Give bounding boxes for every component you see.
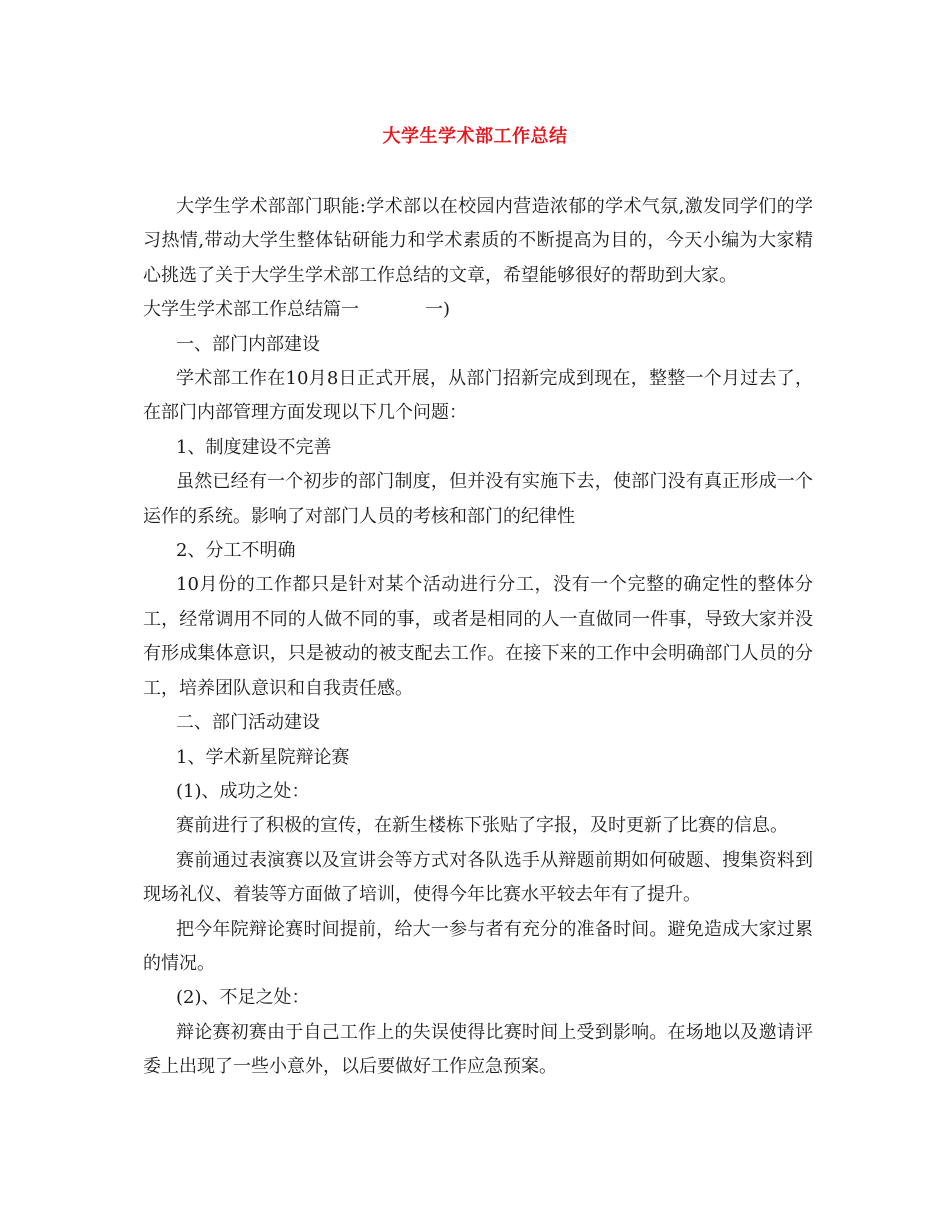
paragraph: 学术部工作在10月8日正式开展，从部门招新完成到现在，整整一个月过去了，在部门内部管理方面发现以下几个问题：	[143, 368, 813, 424]
paragraph: 10月份的工作都只是针对某个活动进行分工，没有一个完整的确定性的整体分工，经常调用不同的人做不同的事，或者是相同的人一直做同一件事，导致大家并没有形成集体意识，只是被动的被支配去工作。在接下来的工作中会明确部门人员的分工，培养团队意识和自我责任感。	[143, 574, 813, 699]
paragraph: 辩论赛初赛由于自己工作上的失误使得比赛时间上受到影响。在场地以及邀请评委上出现了一些小意外，以后要做好工作应急预案。	[143, 1021, 813, 1078]
heading-division-of-labor: 2、分工不明确	[176, 540, 296, 562]
intro-paragraph: 大学生学术部部门职能:学术部以在校园内营造浓郁的学术气氛,激发同学们的学习热情,带动大学生整体钻研能力和学术素质的不断提高为目的，今天小编为大家精心挑选了关于大学生学术部工作总结的文章，希望能够很好的帮助到大家。	[143, 196, 813, 286]
heading-successes: (1)、成功之处：	[176, 780, 310, 802]
subtitle-suffix: 一)	[425, 299, 451, 321]
heading-internal-construction: 一、部门内部建设	[176, 333, 320, 355]
section-subtitle	[143, 293, 813, 327]
heading-shortcomings: (2)、不足之处：	[176, 987, 310, 1009]
heading-debate-competition: 1、学术新星院辩论赛	[176, 746, 350, 768]
document-title: 大学生学术部工作总结	[382, 126, 568, 147]
paragraph: 赛前通过表演赛以及宣讲会等方式对各队选手从辩题前期如何破题、搜集资料到现场礼仪、着装等方面做了培训，使得今年比赛水平较去年有了提升。	[143, 849, 813, 906]
paragraph: 赛前进行了积极的宣传，在新生楼栋下张贴了字报，及时更新了比赛的信息。	[176, 815, 788, 837]
heading-system-construction: 1、制度建设不完善	[176, 436, 332, 458]
heading-activity-construction: 二、部门活动建设	[176, 712, 320, 734]
document-body	[143, 190, 813, 1085]
subtitle-main: 大学生学术部工作总结篇一	[143, 299, 359, 321]
paragraph: 把今年院辩论赛时间提前，给大一参与者有充分的准备时间。避免造成大家过累的情况。	[143, 918, 813, 974]
paragraph: 虽然已经有一个初步的部门制度，但并没有实施下去，使部门没有真正形成一个运作的系统。影响了对部门人员的考核和部门的纪律性	[143, 471, 813, 527]
